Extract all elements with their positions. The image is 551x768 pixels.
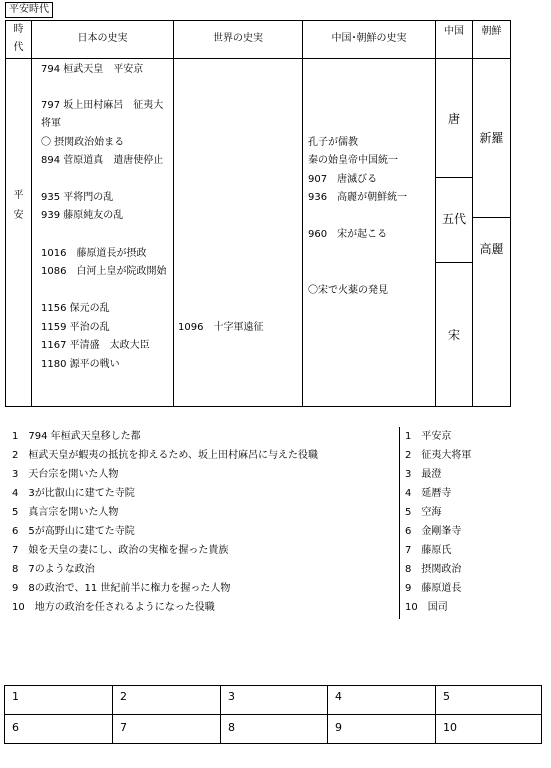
header-era (6, 24, 31, 54)
answer-item: 4 延暦寺 (405, 488, 452, 499)
grid-col-border (220, 685, 221, 744)
china-korea-event: 〇宋で火薬の発見 (308, 285, 388, 296)
japan-event: 1016 藤原道長が摂政 (41, 248, 147, 259)
grid-col-border (435, 685, 436, 744)
japan-event: 794 桓武天皇 平安京 (41, 64, 144, 75)
header-china-korea: 中国･朝鮮の史実 (331, 33, 407, 44)
col-divider-china (472, 20, 473, 407)
grid-cell-9[interactable]: 9 (335, 721, 342, 734)
grid-col-border (327, 685, 328, 744)
question-item: 9 8の政治で、11 世紀前半に権力を握った人物 (12, 583, 231, 594)
answer-item: 5 空海 (405, 507, 442, 518)
col-divider-era (31, 20, 32, 407)
china-dynasty-song: 宋 (447, 328, 460, 342)
korea-dynasty-silla: 新羅 (479, 131, 504, 145)
grid-cell-7[interactable]: 7 (120, 721, 127, 734)
grid-cell-3[interactable]: 3 (228, 690, 235, 703)
answer-list-divider (399, 427, 400, 619)
answer-item: 7 藤原氏 (405, 545, 452, 556)
grid-cell-6[interactable]: 6 (12, 721, 19, 734)
header-china: 中国 (444, 26, 464, 37)
grid-col-border (541, 685, 542, 744)
china-korea-event: 秦の始皇帝中国統一 (308, 155, 398, 166)
header-japan: 日本の史実 (77, 33, 128, 44)
japan-event: 1180 源平の戦い (41, 359, 120, 370)
china-korea-event: 960 宋が起こる (308, 229, 388, 240)
grid-cell-1[interactable]: 1 (12, 690, 19, 703)
answer-item: 9 藤原道長 (405, 583, 462, 594)
japan-event: 939 藤原純友の乱 (41, 210, 124, 221)
answer-item: 1 平安京 (405, 431, 452, 442)
answer-item: 3 最澄 (405, 469, 442, 480)
question-item: 8 7のような政治 (12, 564, 95, 575)
world-event: 1096 十字軍遠征 (178, 322, 264, 333)
era-label-line-2: 安 (13, 210, 24, 221)
korea-divider (472, 217, 510, 218)
question-item: 1 794 年桓武天皇移した都 (12, 431, 141, 442)
question-item: 2 桓武天皇が蝦夷の抵抗を抑えるため、坂上田村麻呂に与えた役職 (12, 450, 318, 461)
china-dynasty-five-dynasties: 五代 (441, 212, 466, 226)
grid-cell-2[interactable]: 2 (120, 690, 127, 703)
grid-middle-border (4, 714, 542, 715)
china-divider-2 (435, 262, 472, 263)
grid-cell-4[interactable]: 4 (335, 690, 342, 703)
question-item: 6 5が高野山に建てた寺院 (12, 526, 135, 537)
grid-bottom-border (4, 743, 542, 744)
japan-event: 〇 摂関政治始まる (41, 137, 125, 148)
col-divider-world (302, 20, 303, 407)
question-item: 7 娘を天皇の妻にし、政治の実権を握った貴族 (12, 545, 229, 556)
header-korea: 朝鮮 (481, 26, 502, 37)
china-dynasty-tang: 唐 (447, 112, 460, 126)
japan-event: 1167 平清盛 太政大臣 (41, 340, 150, 351)
china-korea-event: 936 高麗が朝鮮統一 (308, 192, 408, 203)
answer-item: 8 摂関政治 (405, 564, 462, 575)
china-divider-1 (435, 177, 472, 178)
answer-item: 10 国司 (405, 602, 448, 613)
grid-cell-8[interactable]: 8 (228, 721, 235, 734)
china-korea-event: 907 唐滅びる (308, 174, 378, 185)
table-right-border (510, 20, 511, 407)
china-korea-event: 孔子が儒教 (308, 137, 358, 148)
header-world: 世界の史実 (213, 33, 263, 44)
header-era-line-2: 代 (13, 42, 24, 53)
question-item: 5 真言宗を開いた人物 (12, 507, 119, 518)
answer-item: 6 金剛峯寺 (405, 526, 462, 537)
japan-event: 1156 保元の乱 (41, 303, 110, 314)
japan-event: 1086 白河上皇が院政開始 (41, 266, 167, 277)
grid-col-border (112, 685, 113, 744)
era-label-line-1: 平 (13, 190, 24, 201)
japan-event: 1159 平治の乱 (41, 322, 110, 333)
grid-cell-10[interactable]: 10 (443, 721, 457, 734)
page-title: 平安時代 (5, 2, 53, 18)
question-item: 3 天台宗を開いた人物 (12, 469, 119, 480)
japan-event: 将軍 (41, 118, 61, 129)
answer-item: 2 征夷大将軍 (405, 450, 472, 461)
grid-col-border (4, 685, 5, 744)
korea-dynasty-goryeo: 高麗 (479, 242, 504, 256)
japan-event: 797 坂上田村麻呂 征夷大 (41, 100, 164, 111)
japan-event: 894 菅原道真 遣唐使停止 (41, 155, 164, 166)
question-item: 4 3が比叡山に建てた寺院 (12, 488, 135, 499)
header-era-line-1: 時 (13, 24, 24, 35)
grid-top-border (4, 685, 542, 686)
japan-event: 935 平将門の乱 (41, 192, 114, 203)
grid-cell-5[interactable]: 5 (443, 690, 450, 703)
col-divider-japan (173, 20, 174, 407)
era-label (6, 190, 31, 222)
question-item: 10 地方の政治を任されるようになった役職 (12, 602, 215, 613)
